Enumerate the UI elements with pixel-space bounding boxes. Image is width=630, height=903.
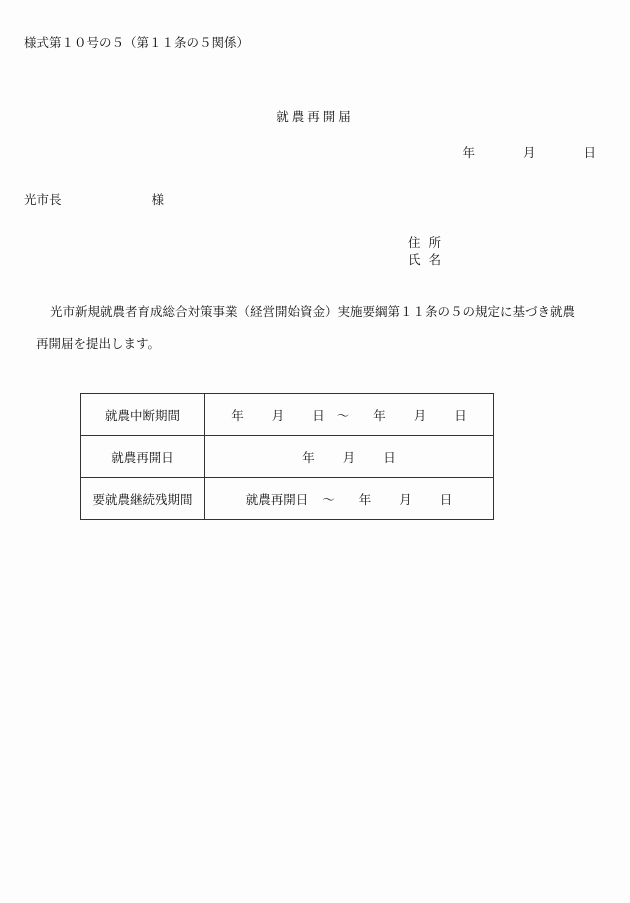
part: 月 <box>342 449 356 465</box>
period-table <box>80 393 494 520</box>
title-text: 就農再開届 <box>276 109 354 124</box>
part: 日 <box>454 407 467 423</box>
submission-date <box>463 143 596 161</box>
part: 年 <box>231 407 244 423</box>
row-label-resumption-date: 就農再開日 <box>81 436 205 478</box>
row-label-remaining-period: 要就農継続残期間 <box>81 478 205 520</box>
addressee-to: 光市長 <box>24 192 62 207</box>
body-line-1: 光市新規就農者育成総合対策事業（経営開始資金）実施要綱第１１条の５の規定に基づき就農 <box>50 304 576 319</box>
body-text <box>36 296 601 360</box>
remaining-period-value <box>205 478 494 520</box>
row-label-suspension-period: 就農中断期間 <box>81 394 205 436</box>
part: 年 <box>373 407 386 423</box>
name-label: 氏名 <box>408 252 450 267</box>
table-row <box>81 478 494 520</box>
suspension-period-value <box>205 394 494 436</box>
table-row <box>81 394 494 436</box>
applicant-block <box>408 234 449 268</box>
part: 月 <box>413 407 427 423</box>
addressee <box>24 190 164 208</box>
date-day: 日 <box>583 145 596 160</box>
date-year: 年 <box>462 145 476 160</box>
body-line-2: 再開届を提出します。 <box>36 336 161 351</box>
date-month: 月 <box>523 145 536 160</box>
address-label: 住所 <box>408 235 450 250</box>
tilde: ～ <box>322 491 335 507</box>
part: 日 <box>439 491 453 507</box>
document-title <box>0 107 630 125</box>
table-row <box>81 436 494 478</box>
tilde: ～ <box>336 407 350 423</box>
part: 月 <box>271 407 285 423</box>
part: 年 <box>302 449 315 465</box>
addressee-honorific: 様 <box>151 192 165 207</box>
part: 年 <box>358 491 372 507</box>
part: 就農再開日 <box>245 491 309 507</box>
part: 日 <box>312 407 325 423</box>
part: 日 <box>383 449 396 465</box>
resumption-date-value <box>205 436 494 478</box>
part: 月 <box>399 491 412 507</box>
form-number: 様式第１０号の５（第１１条の５関係） <box>24 35 250 50</box>
